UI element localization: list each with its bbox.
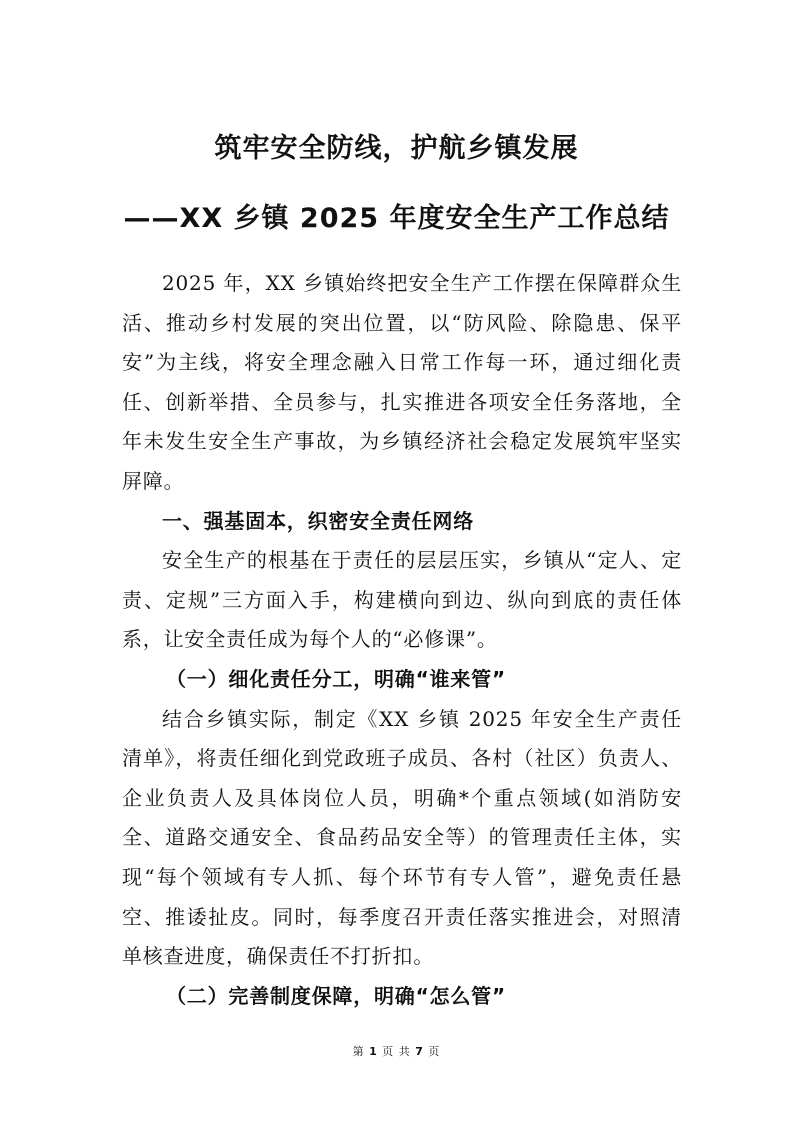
subsection-1-heading: （一）细化责任分工，明确“谁来管” [166, 666, 506, 691]
footer-prefix: 第 [352, 1045, 365, 1058]
subsection-2-heading: （二）完善制度保障，明确“怎么管” [166, 983, 506, 1008]
intro-paragraph: 2025 年，XX 乡镇始终把安全生产工作摆在保障群众生活、推动乡村发展的突出位置，以“防风险、除隐患、保平安”为主线，将安全理念融入日常工作每一环，通过细化责任、创新举措、全员参与，扎实推进各项安全任务落地，全年未发生安全生产事故，为乡镇经济社会稳定发展筑牢坚实屏障。 [122, 271, 682, 493]
subsection-1-paragraph: 结合乡镇实际，制定《XX 乡镇 2025 年安全生产责任清单》，将责任细化到党政班子成员、各村（社区）负责人、企业负责人及具体岗位人员，明确*个重点领域(如消防安全、道路交通安全、食品药品安全等）的管理责任主体，实现“每个领域有专人抓、每个环节有专人管”，避免责任悬空、推诿扯皮。同时，每季度召开责任落实推进会，对照清单核查进度，确保责任不打折扣。 [122, 706, 682, 969]
page-footer [0, 1043, 793, 1059]
document-body [122, 264, 682, 1016]
document-subtitle: ——XX 乡镇 2025 年度安全生产工作总结 [123, 203, 670, 234]
document-title: 筑牢安全防线，护航乡镇发展 [214, 133, 579, 164]
footer-page-number: 1 [369, 1045, 378, 1058]
footer-middle: 页 共 [382, 1045, 411, 1058]
section-1-paragraph: 安全生产的根基在于责任的层层压实，乡镇从“定人、定责、定规”三方面入手，构建横向到边、纵向到底的责任体系，让安全责任成为每个人的“必修课”。 [122, 548, 682, 652]
section-1-heading: 一、强基固本，织密安全责任网络 [162, 508, 474, 533]
footer-suffix: 页 [428, 1045, 441, 1058]
footer-total-pages: 7 [415, 1045, 424, 1058]
